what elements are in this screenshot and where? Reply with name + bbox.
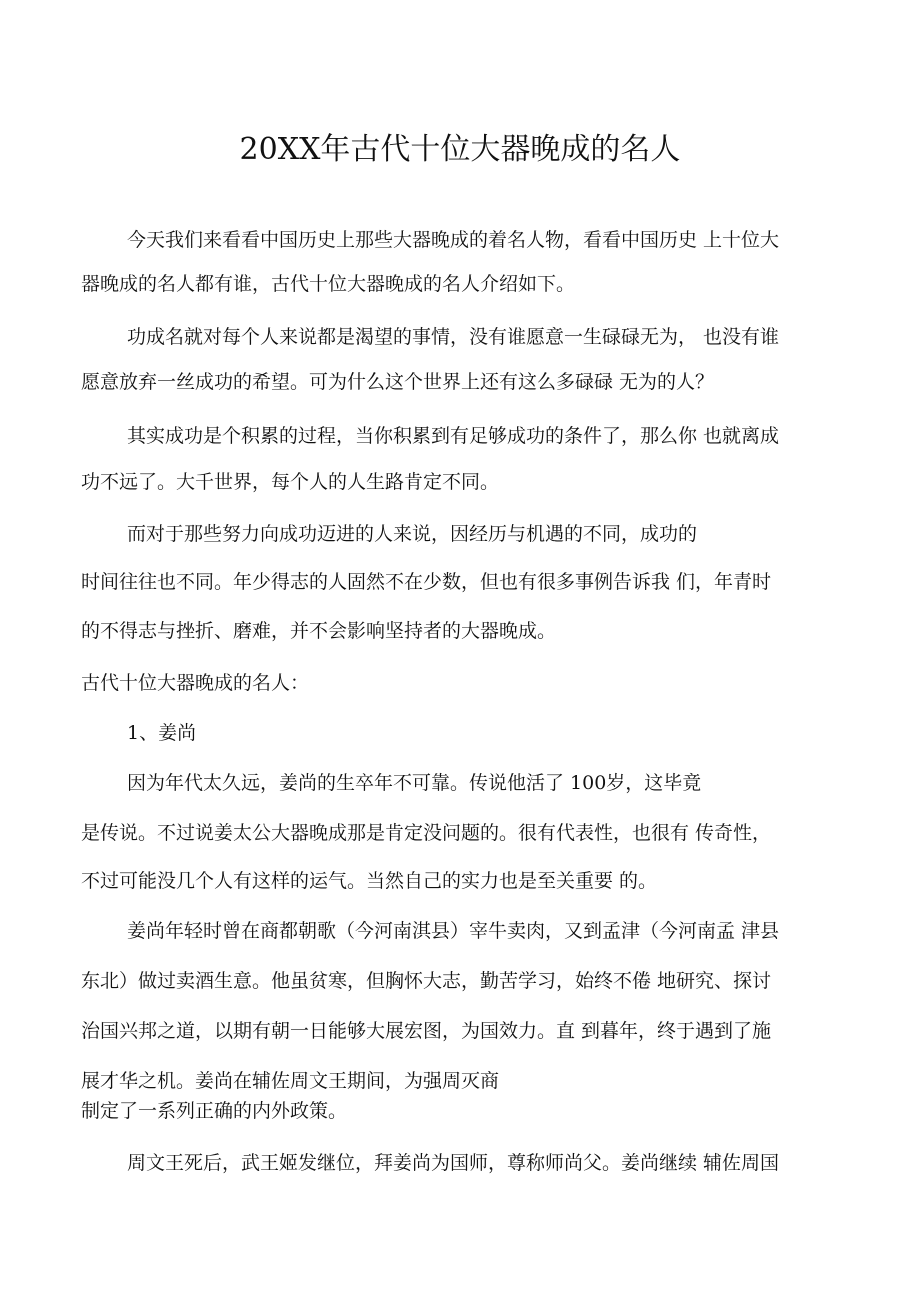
- body-line: 功成名就对每个人来说都是渴望的事情，没有谁愿意一生碌碌无为， 也没有谁: [127, 326, 780, 348]
- body-line: 器晚成的名人都有谁，古代十位大器晚成的名人介绍如下。: [81, 273, 576, 295]
- body-line: 周文王死后，武王姬发继位，拜姜尚为国师，尊称师尚父。姜尚继续 辅佐周国: [127, 1152, 780, 1174]
- body-line: 因为年代太久远，姜尚的生卒年不可靠。传说他活了 100岁，这毕竟: [127, 772, 702, 794]
- body-line: 时间往往也不同。年少得志的人固然不在少数，但也有很多事例告诉我 们，年青时: [81, 571, 772, 593]
- body-line: 不过可能没几个人有这样的运气。当然自己的实力也是至关重要 的。: [81, 870, 658, 892]
- document-title: 20XX年古代十位大器晚成的名人: [239, 132, 681, 167]
- body-line: 而对于那些努力向成功迈进的人来说，因经历与机遇的不同，成功的: [127, 523, 698, 545]
- body-line: 东北）做过卖酒生意。他虽贫寒，但胸怀大志，勤苦学习，始终不倦 地研究、探讨: [81, 970, 772, 992]
- body-line: 的不得志与挫折、磨难，并不会影响坚持者的大器晚成。: [81, 620, 557, 642]
- body-line: 愿意放弃一丝成功的希望。可为什么这个世界上还有这么多碌碌 无为的人？: [81, 371, 715, 393]
- body-line: 今天我们来看看中国历史上那些大器晚成的着名人物，看看中国历史 上十位大: [127, 229, 780, 251]
- body-line: 展才华之机。姜尚在辅佐周文王期间，为强周灭商: [81, 1070, 500, 1092]
- body-line: 治国兴邦之道，以期有朝一日能够大展宏图，为国效力。直 到暮年，终于遇到了施: [81, 1020, 772, 1042]
- section-heading: 古代十位大器晚成的名人：: [81, 672, 310, 694]
- item-heading: 1、姜尚: [127, 722, 197, 744]
- body-line: 姜尚年轻时曾在商都朝歌（今河南淇县）宰牛卖肉，又到孟津（今河南孟 津县: [127, 920, 780, 942]
- body-line: 制定了一系列正确的内外政策。: [81, 1100, 348, 1122]
- body-line: 功不远了。大千世界，每个人的人生路肯定不同。: [81, 471, 500, 493]
- body-line: 其实成功是个积累的过程，当你积累到有足够成功的条件了，那么你 也就离成: [127, 425, 780, 447]
- body-line: 是传说。不过说姜太公大器晚成那是肯定没问题的。很有代表性，也很有 传奇性，: [81, 822, 772, 844]
